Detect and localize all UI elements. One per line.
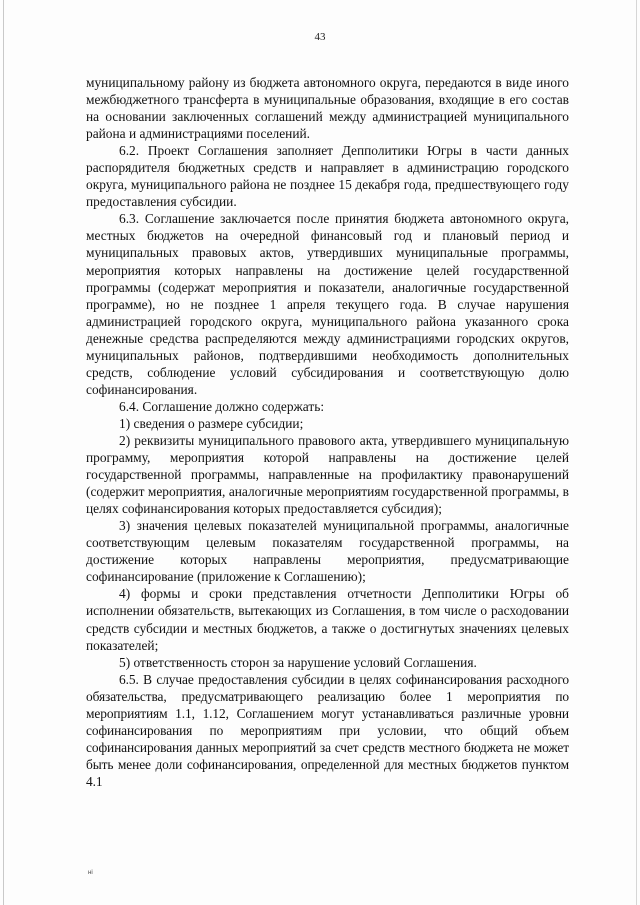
scan-edge-left (3, 0, 4, 905)
paragraph-continuation: муниципальному району из бюджета автономного округа, передаются в виде иного межбюджетного трансферта в муниципальные образования, входящие в его состав на основании заключенных соглашений между администрацией муниципального района и администрациями поселений. (86, 75, 569, 142)
paragraph-6-3: 6.3. Соглашение заключается после принятия бюджета автономного округа, местных бюджетов на очередной финансовый год и плановый период и муниципальных правовых актов, утвердивших муниципальные программы, мероприятия которых направлены на достижение целей государственной программы (содержат мероприятия и показатели, аналогичные государственной программе), но не позднее 1 апреля текущего года. В случае нарушения администрацией городского округа, муниципального района указанного срока денежные средства распределяются между администрациями городских округов, муниципальных районов, подтвердившими необходимость дополнительных средств, соблюдение условий субсидирования и соответствующую долю софинансирования. (86, 211, 569, 397)
paragraph-6-2: 6.2. Проект Соглашения заполняет Депполитики Югры в части данных распорядителя бюджетных средств и направляет в администрацию городского округа, муниципального района не позднее 15 декабря года, предшествующего году предоставления субсидии. (86, 143, 569, 210)
page-number: 43 (314, 31, 326, 43)
list-item-2: 2) реквизиты муниципального правового акта, утвердившего муниципальную программу, мероприятия которой направлены на достижение целей государственной программы, направленные на профилактику правонарушений (содержит мероприятия, аналогичные мероприятиям государственной программы, в целях софинансирования которых предоставляется субсидия); (86, 432, 569, 517)
paragraph-6-5: 6.5. В случае предоставления субсидии в целях софинансирования расходного обязательства, предусматривающего реализацию более 1 мероприятия по мероприятиям 1.1, 1.12, Соглашением могут устанавливаться различные уровни софинансирования по мероприятиям при условии, что общий объем софинансирования данных мероприятий за счет средств местного бюджета не может быть менее доли софинансирования, определенной для местных бюджетов пунктом 4.1 (86, 671, 569, 789)
list-item-3: 3) значения целевых показателей муниципальной программы, аналогичные соответствующим целевым показателям государственной программы, на достижение которых направлены мероприятия, предусматривающие софинансирование (приложение к Соглашению); (86, 518, 569, 585)
list-item-4: 4) формы и сроки представления отчетности Депполитики Югры об исполнении обязательств, вытекающих из Соглашения, в том числе о расходовании средств субсидии и местных бюджетов, а также о достигнутых значениях целевых показателей; (86, 586, 569, 653)
list-item-1: 1) сведения о размере субсидии; (119, 415, 304, 431)
document-body (86, 74, 569, 790)
scan-edge-right (636, 0, 637, 905)
footer-mark: ні (88, 870, 93, 876)
list-item-5: 5) ответственность сторон за нарушение условий Соглашения. (119, 654, 477, 670)
paragraph-6-4: 6.4. Соглашение должно содержать: (119, 398, 325, 414)
